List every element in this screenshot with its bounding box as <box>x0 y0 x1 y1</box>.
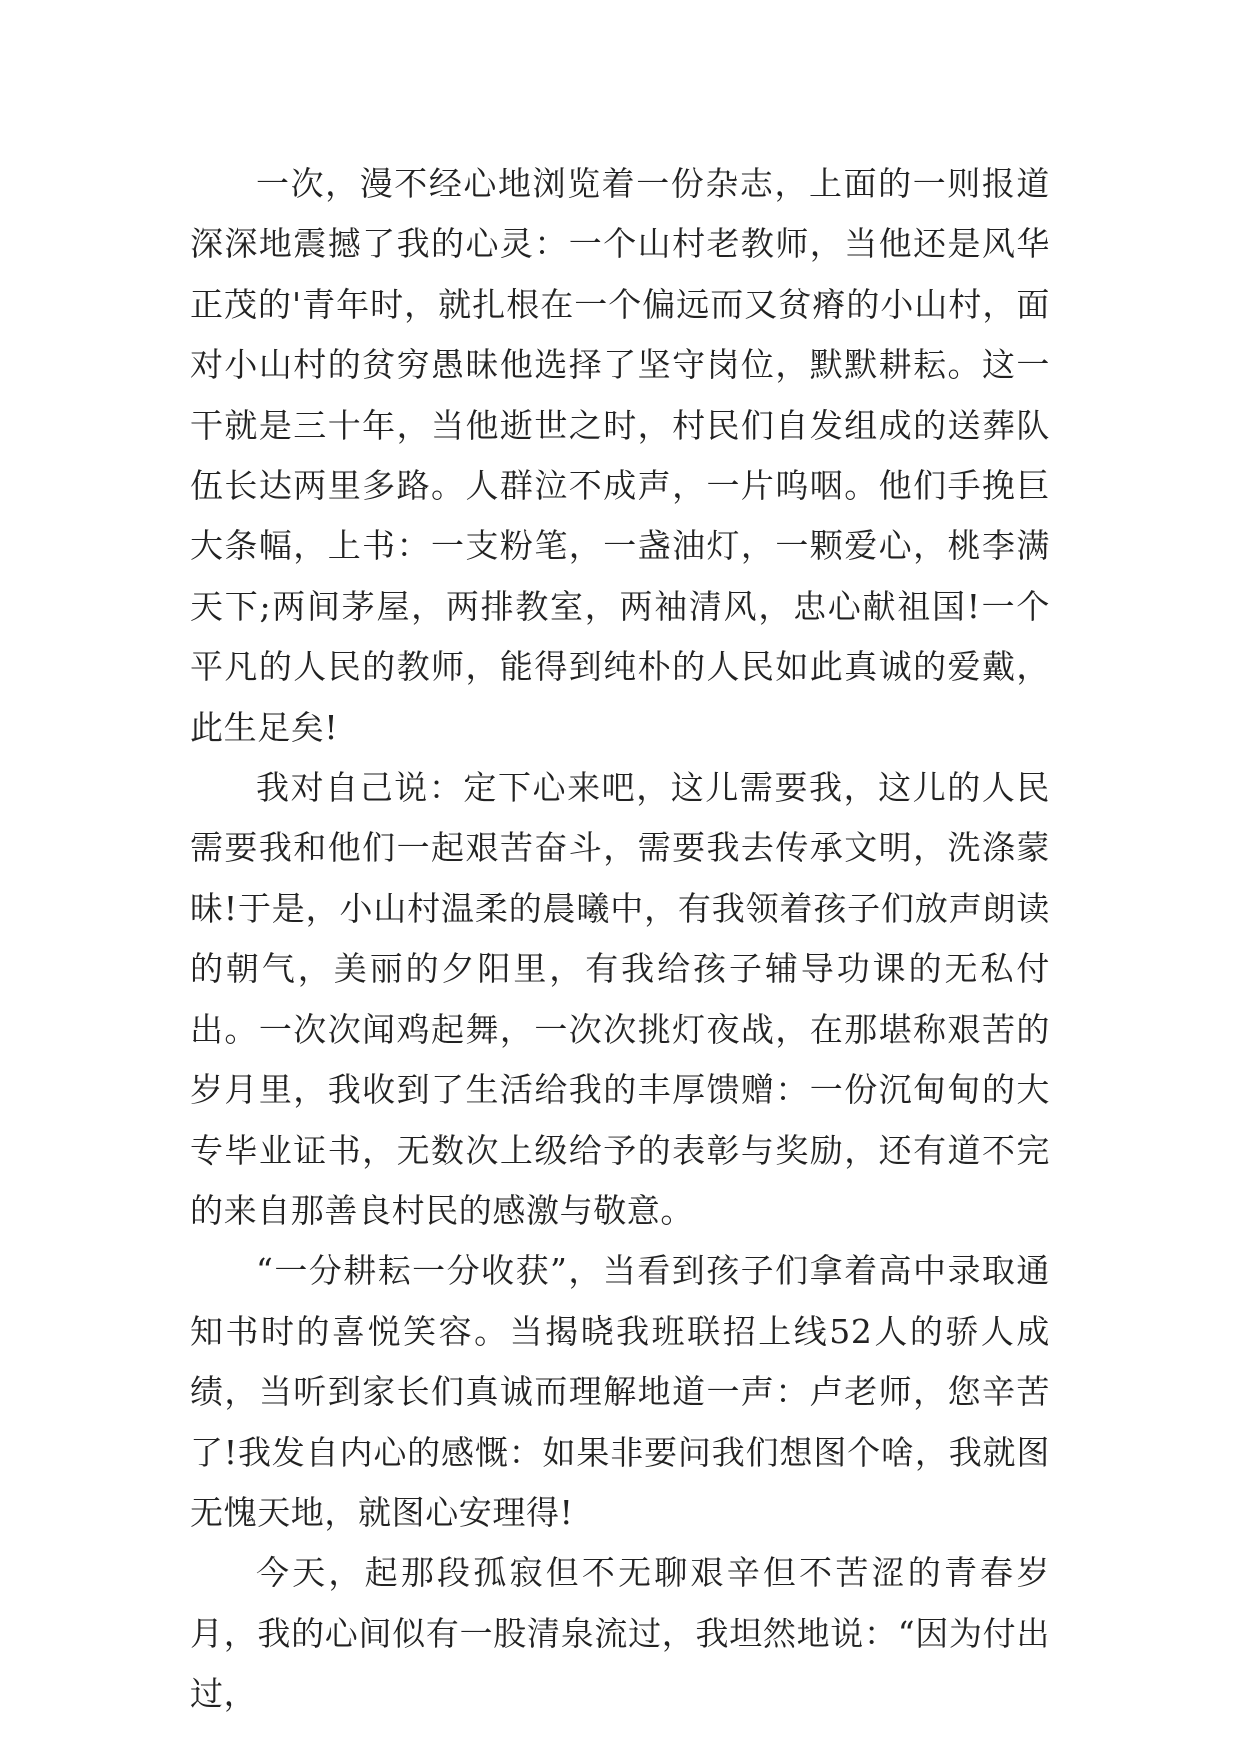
paragraph: 一次，漫不经心地浏览着一份杂志，上面的一则报道深深地震撼了我的心灵：一个山村老教师，当他还是风华正茂的'青年时，就扎根在一个偏远而又贫瘠的小山村，面对小山村的贫穷愚昧他选择了坚守岗位，默默耕耘。这一干就是三十年，当他逝世之时，村民们自发组成的送葬队伍长达两里多路。人群泣不成声，一片呜咽。他们手挽巨大条幅，上书：一支粉笔，一盏油灯，一颗爱心，桃李满天下;两间茅屋，两排教室，两袖清风，忠心献祖国!一个平凡的人民的教师，能得到纯朴的人民如此真诚的爱戴，此生足矣! <box>190 164 1050 747</box>
document-body <box>190 154 1050 1725</box>
paragraph: 我对自己说：定下心来吧，这儿需要我，这儿的人民需要我和他们一起艰苦奋斗，需要我去传承文明，洗涤蒙昧!于是，小山村温柔的晨曦中，有我领着孩子们放声朗读的朝气，美丽的夕阳里，有我给孩子辅导功课的无私付出。一次次闻鸡起舞，一次次挑灯夜战，在那堪称艰苦的岁月里，我收到了生活给我的丰厚馈赠：一份沉甸甸的大专毕业证书，无数次上级给予的表彰与奖励，还有道不完的来自那善良村民的感激与敬意。 <box>190 768 1050 1230</box>
paragraph: 今天，起那段孤寂但不无聊艰辛但不苦涩的青春岁月，我的心间似有一股清泉流过，我坦然地说：“因为付出过， <box>190 1553 1050 1714</box>
paragraph: “一分耕耘一分收获”，当看到孩子们拿着高中录取通知书时的喜悦笑容。当揭晓我班联招上线52人的骄人成绩，当听到家长们真诚而理解地道一声：卢老师，您辛苦了!我发自内心的感慨：如果非要问我们想图个啥，我就图无愧天地，就图心安理得! <box>190 1251 1050 1532</box>
